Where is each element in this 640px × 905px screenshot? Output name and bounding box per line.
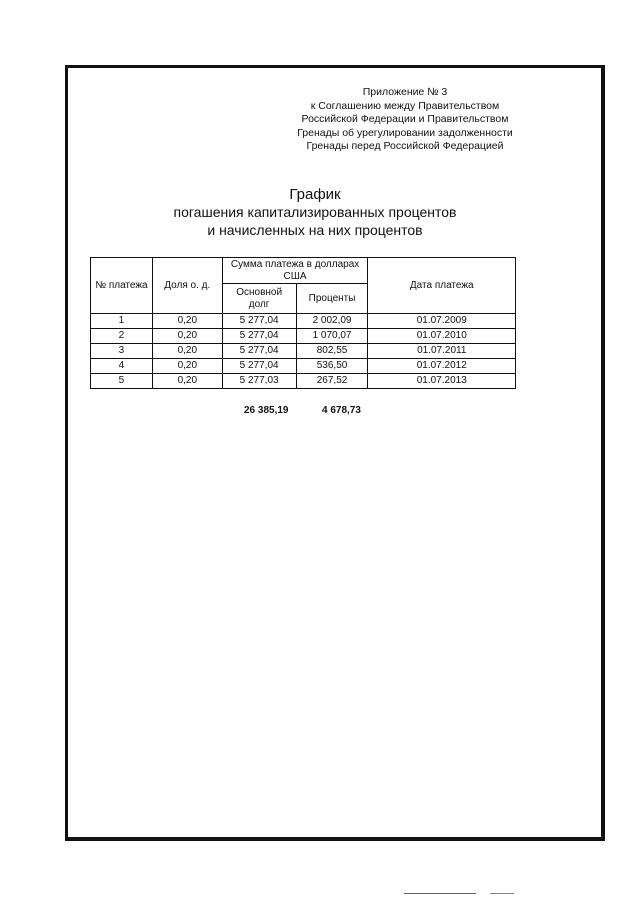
footer-scan-mark: [490, 893, 514, 894]
cell-interest: 267,52: [296, 374, 368, 389]
appendix-line: Гренады об урегулировании задолженности: [297, 126, 513, 139]
cell-number: 4: [91, 359, 153, 374]
appendix-note: [270, 86, 540, 154]
cell-principal: 5 277,04: [222, 344, 296, 359]
cell-interest: 2 002,09: [296, 314, 368, 329]
page-border: [65, 65, 605, 841]
cell-principal: 5 277,04: [222, 329, 296, 344]
cell-number: 5: [91, 374, 153, 389]
total-principal: 26 385,19: [244, 405, 289, 416]
cell-share: 0,20: [152, 344, 222, 359]
cell-interest: 802,55: [296, 344, 368, 359]
header-number: № платежа: [91, 258, 153, 314]
table-row: [91, 359, 516, 374]
cell-number: 3: [91, 344, 153, 359]
header-amount-group: Сумма платежа в долларах США: [222, 258, 368, 284]
cell-interest: 1 070,07: [296, 329, 368, 344]
header-share: Доля о. д.: [152, 258, 222, 314]
cell-number: 1: [91, 314, 153, 329]
header-principal: Основной долг: [222, 284, 296, 314]
cell-share: 0,20: [152, 359, 222, 374]
title-line: погашения капитализированных процентов: [173, 204, 457, 220]
header-interest: Проценты: [296, 284, 368, 314]
title-main: График: [289, 186, 341, 203]
appendix-line: Российской Федерации и Правительством: [301, 113, 509, 125]
payment-schedule-table: [90, 257, 516, 389]
appendix-line: к Соглашению между Правительством: [310, 99, 500, 112]
cell-date: 01.07.2011: [368, 344, 516, 359]
appendix-line: Приложение № 3: [362, 86, 448, 98]
cell-principal: 5 277,04: [222, 359, 296, 374]
appendix-line: Гренады перед Российской Федерацией: [306, 140, 504, 152]
cell-number: 2: [91, 329, 153, 344]
cell-share: 0,20: [152, 329, 222, 344]
header-date: Дата платежа: [368, 258, 516, 314]
cell-principal: 5 277,04: [222, 314, 296, 329]
table-row: [91, 329, 516, 344]
cell-date: 01.07.2009: [368, 314, 516, 329]
table-row: [91, 344, 516, 359]
footer-scan-mark: [404, 893, 476, 894]
table-row: [91, 374, 516, 389]
cell-share: 0,20: [152, 314, 222, 329]
total-interest: 4 678,73: [322, 405, 361, 416]
table-row: [91, 314, 516, 329]
cell-principal: 5 277,03: [222, 374, 296, 389]
cell-share: 0,20: [152, 374, 222, 389]
title-line: и начисленных на них процентов: [207, 221, 423, 238]
cell-interest: 536,50: [296, 359, 368, 374]
cell-date: 01.07.2013: [368, 374, 516, 389]
document-title: [100, 186, 530, 239]
cell-date: 01.07.2012: [368, 359, 516, 374]
cell-date: 01.07.2010: [368, 329, 516, 344]
